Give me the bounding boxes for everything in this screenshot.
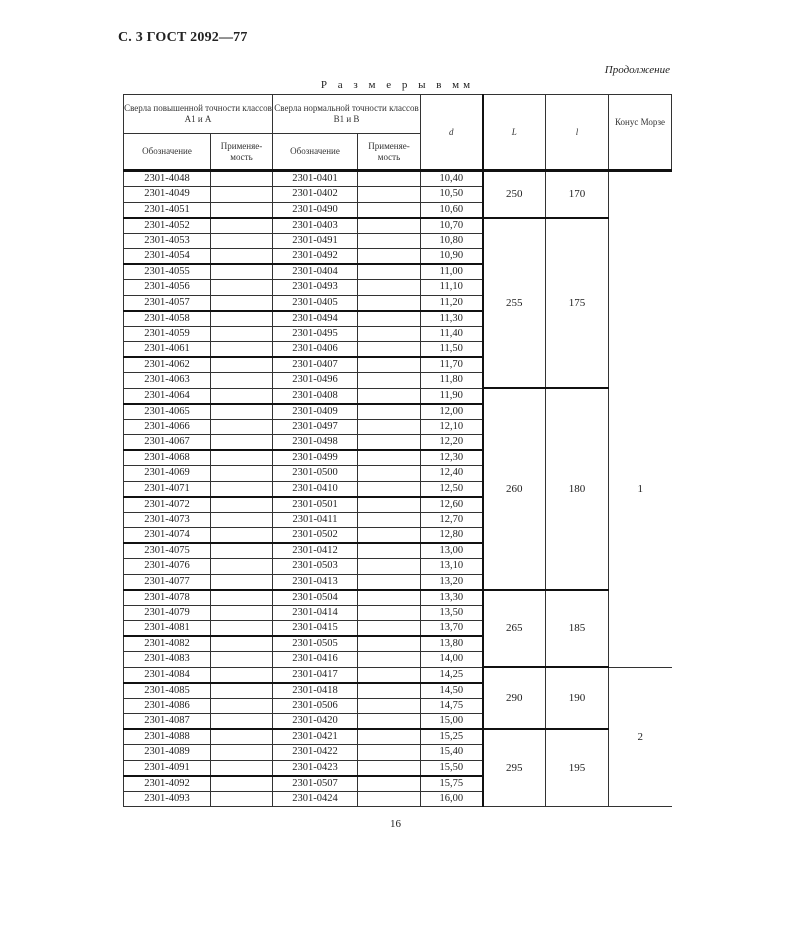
applicability-a (211, 667, 273, 683)
designation-a: 2301-4084 (124, 667, 211, 683)
designation-a: 2301-4071 (124, 481, 211, 497)
designation-b: 2301-0423 (273, 760, 358, 776)
applicability-a (211, 202, 273, 218)
diameter-d: 13,20 (421, 574, 483, 590)
applicability-a (211, 450, 273, 466)
designation-b: 2301-0490 (273, 202, 358, 218)
designation-a: 2301-4069 (124, 466, 211, 482)
diameter-d: 12,50 (421, 481, 483, 497)
applicability-b (358, 295, 421, 311)
designation-a: 2301-4091 (124, 760, 211, 776)
diameter-d: 13,50 (421, 605, 483, 621)
diameter-d: 14,25 (421, 667, 483, 683)
applicability-b (358, 652, 421, 668)
table-body (124, 171, 672, 807)
designation-b: 2301-0500 (273, 466, 358, 482)
designation-a: 2301-4048 (124, 171, 211, 187)
applicability-b (358, 729, 421, 745)
header-morse-cone: Конус Морзе (609, 95, 672, 171)
diameter-d: 11,10 (421, 280, 483, 296)
designation-b: 2301-0414 (273, 605, 358, 621)
length-L: 250 (483, 171, 546, 218)
applicability-a (211, 528, 273, 544)
designation-b: 2301-0408 (273, 388, 358, 404)
applicability-a (211, 264, 273, 280)
applicability-b (358, 326, 421, 342)
diameter-d: 11,40 (421, 326, 483, 342)
applicability-a (211, 419, 273, 435)
applicability-b (358, 574, 421, 590)
diameter-d: 10,90 (421, 249, 483, 265)
designation-a: 2301-4079 (124, 605, 211, 621)
applicability-b (358, 342, 421, 358)
applicability-b (358, 187, 421, 203)
continuation-label: Продолжение (604, 64, 670, 76)
applicability-b (358, 497, 421, 513)
length-L: 255 (483, 218, 546, 389)
designation-b: 2301-0502 (273, 528, 358, 544)
designation-b: 2301-0421 (273, 729, 358, 745)
page-number: 16 (390, 818, 401, 830)
applicability-a (211, 295, 273, 311)
diameter-d: 13,80 (421, 636, 483, 652)
applicability-b (358, 202, 421, 218)
designation-a: 2301-4061 (124, 342, 211, 358)
applicability-b (358, 249, 421, 265)
diameter-d: 15,40 (421, 745, 483, 761)
table-row (124, 218, 672, 234)
applicability-a (211, 357, 273, 373)
applicability-b (358, 760, 421, 776)
designation-b: 2301-0413 (273, 574, 358, 590)
applicability-b (358, 636, 421, 652)
designation-a: 2301-4067 (124, 435, 211, 451)
designation-a: 2301-4093 (124, 791, 211, 807)
applicability-a (211, 388, 273, 404)
dimensions-caption: Р а з м е р ы в мм (320, 79, 475, 91)
applicability-a (211, 683, 273, 699)
diameter-d: 12,70 (421, 512, 483, 528)
designation-b: 2301-0403 (273, 218, 358, 234)
designation-a: 2301-4077 (124, 574, 211, 590)
diameter-d: 10,40 (421, 171, 483, 187)
applicability-a (211, 187, 273, 203)
applicability-b (358, 745, 421, 761)
applicability-b (358, 512, 421, 528)
designation-b: 2301-0406 (273, 342, 358, 358)
designation-b: 2301-0417 (273, 667, 358, 683)
diameter-d: 11,30 (421, 311, 483, 327)
designation-b: 2301-0424 (273, 791, 358, 807)
applicability-b (358, 218, 421, 234)
applicability-b (358, 559, 421, 575)
designation-a: 2301-4052 (124, 218, 211, 234)
applicability-a (211, 342, 273, 358)
designation-b: 2301-0501 (273, 497, 358, 513)
drill-spec-table (123, 94, 672, 807)
designation-a: 2301-4082 (124, 636, 211, 652)
table-row (124, 171, 672, 187)
applicability-a (211, 729, 273, 745)
designation-a: 2301-4086 (124, 698, 211, 714)
applicability-b (358, 450, 421, 466)
designation-b: 2301-0409 (273, 404, 358, 420)
applicability-b (358, 311, 421, 327)
designation-b: 2301-0498 (273, 435, 358, 451)
applicability-a (211, 745, 273, 761)
applicability-b (358, 373, 421, 389)
header-normal-precision: Сверла нормальной точности классов В1 и В (273, 95, 421, 134)
designation-b: 2301-0415 (273, 621, 358, 637)
designation-b: 2301-0496 (273, 373, 358, 389)
designation-b: 2301-0492 (273, 249, 358, 265)
designation-b: 2301-0495 (273, 326, 358, 342)
designation-a: 2301-4066 (124, 419, 211, 435)
applicability-a (211, 218, 273, 234)
applicability-b (358, 388, 421, 404)
designation-b: 2301-0401 (273, 171, 358, 187)
length-l: 170 (546, 171, 609, 218)
diameter-d: 15,25 (421, 729, 483, 745)
designation-b: 2301-0420 (273, 714, 358, 730)
designation-a: 2301-4059 (124, 326, 211, 342)
header-d: d (421, 95, 483, 171)
applicability-a (211, 776, 273, 792)
applicability-a (211, 512, 273, 528)
applicability-a (211, 404, 273, 420)
designation-a: 2301-4073 (124, 512, 211, 528)
diameter-d: 15,50 (421, 760, 483, 776)
designation-a: 2301-4089 (124, 745, 211, 761)
diameter-d: 11,50 (421, 342, 483, 358)
diameter-d: 15,75 (421, 776, 483, 792)
designation-b: 2301-0497 (273, 419, 358, 435)
diameter-d: 14,75 (421, 698, 483, 714)
designation-a: 2301-4074 (124, 528, 211, 544)
table-row (124, 590, 672, 606)
applicability-a (211, 233, 273, 249)
applicability-b (358, 791, 421, 807)
diameter-d: 12,10 (421, 419, 483, 435)
designation-b: 2301-0418 (273, 683, 358, 699)
table-row (124, 667, 672, 683)
applicability-b (358, 233, 421, 249)
designation-b: 2301-0505 (273, 636, 358, 652)
applicability-a (211, 543, 273, 559)
header-l: l (546, 95, 609, 171)
diameter-d: 13,10 (421, 559, 483, 575)
diameter-d: 14,00 (421, 652, 483, 668)
diameter-d: 10,60 (421, 202, 483, 218)
header-applicability-b: Применяе-мость (358, 134, 421, 171)
designation-b: 2301-0499 (273, 450, 358, 466)
diameter-d: 11,90 (421, 388, 483, 404)
header-applicability-a: Применяе-мость (211, 134, 273, 171)
designation-b: 2301-0404 (273, 264, 358, 280)
diameter-d: 14,50 (421, 683, 483, 699)
designation-a: 2301-4057 (124, 295, 211, 311)
designation-a: 2301-4053 (124, 233, 211, 249)
designation-a: 2301-4088 (124, 729, 211, 745)
applicability-b (358, 698, 421, 714)
diameter-d: 11,80 (421, 373, 483, 389)
length-l: 175 (546, 218, 609, 389)
applicability-b (358, 621, 421, 637)
applicability-a (211, 435, 273, 451)
diameter-d: 13,70 (421, 621, 483, 637)
diameter-d: 10,50 (421, 187, 483, 203)
designation-a: 2301-4087 (124, 714, 211, 730)
designation-a: 2301-4078 (124, 590, 211, 606)
applicability-a (211, 326, 273, 342)
applicability-b (358, 590, 421, 606)
designation-b: 2301-0491 (273, 233, 358, 249)
applicability-a (211, 698, 273, 714)
designation-b: 2301-0504 (273, 590, 358, 606)
designation-b: 2301-0503 (273, 559, 358, 575)
applicability-a (211, 590, 273, 606)
diameter-d: 12,30 (421, 450, 483, 466)
applicability-b (358, 171, 421, 187)
diameter-d: 11,20 (421, 295, 483, 311)
diameter-d: 13,00 (421, 543, 483, 559)
designation-a: 2301-4075 (124, 543, 211, 559)
designation-b: 2301-0507 (273, 776, 358, 792)
applicability-b (358, 419, 421, 435)
diameter-d: 12,80 (421, 528, 483, 544)
designation-b: 2301-0506 (273, 698, 358, 714)
applicability-b (358, 280, 421, 296)
designation-a: 2301-4056 (124, 280, 211, 296)
length-L: 295 (483, 729, 546, 807)
applicability-a (211, 171, 273, 187)
applicability-a (211, 497, 273, 513)
applicability-a (211, 621, 273, 637)
document-header: С. 3 ГОСТ 2092—77 (118, 30, 248, 45)
applicability-a (211, 559, 273, 575)
header-L: L (483, 95, 546, 171)
morse-cone: 1 (609, 171, 672, 668)
designation-b: 2301-0494 (273, 311, 358, 327)
length-L: 290 (483, 667, 546, 729)
applicability-b (358, 714, 421, 730)
applicability-b (358, 481, 421, 497)
designation-a: 2301-4055 (124, 264, 211, 280)
diameter-d: 12,60 (421, 497, 483, 513)
length-l: 185 (546, 590, 609, 668)
designation-a: 2301-4092 (124, 776, 211, 792)
applicability-a (211, 466, 273, 482)
designation-a: 2301-4085 (124, 683, 211, 699)
header-designation-b: Обозначение (273, 134, 358, 171)
diameter-d: 11,70 (421, 357, 483, 373)
applicability-a (211, 373, 273, 389)
applicability-b (358, 404, 421, 420)
applicability-a (211, 574, 273, 590)
designation-a: 2301-4081 (124, 621, 211, 637)
length-l: 195 (546, 729, 609, 807)
designation-a: 2301-4063 (124, 373, 211, 389)
length-L: 265 (483, 590, 546, 668)
designation-b: 2301-0402 (273, 187, 358, 203)
applicability-a (211, 652, 273, 668)
diameter-d: 10,70 (421, 218, 483, 234)
applicability-a (211, 311, 273, 327)
designation-a: 2301-4054 (124, 249, 211, 265)
designation-b: 2301-0412 (273, 543, 358, 559)
applicability-b (358, 435, 421, 451)
designation-a: 2301-4049 (124, 187, 211, 203)
designation-b: 2301-0422 (273, 745, 358, 761)
diameter-d: 16,00 (421, 791, 483, 807)
morse-cone: 2 (609, 667, 672, 807)
applicability-a (211, 636, 273, 652)
applicability-b (358, 543, 421, 559)
header-designation-a: Обозначение (124, 134, 211, 171)
designation-b: 2301-0407 (273, 357, 358, 373)
diameter-d: 10,80 (421, 233, 483, 249)
designation-a: 2301-4076 (124, 559, 211, 575)
applicability-a (211, 605, 273, 621)
applicability-b (358, 466, 421, 482)
applicability-b (358, 605, 421, 621)
designation-b: 2301-0416 (273, 652, 358, 668)
applicability-a (211, 760, 273, 776)
diameter-d: 12,40 (421, 466, 483, 482)
designation-a: 2301-4064 (124, 388, 211, 404)
length-l: 180 (546, 388, 609, 590)
designation-b: 2301-0410 (273, 481, 358, 497)
designation-b: 2301-0405 (273, 295, 358, 311)
table-row (124, 729, 672, 745)
designation-a: 2301-4051 (124, 202, 211, 218)
diameter-d: 11,00 (421, 264, 483, 280)
length-L: 260 (483, 388, 546, 590)
designation-a: 2301-4083 (124, 652, 211, 668)
diameter-d: 15,00 (421, 714, 483, 730)
applicability-b (358, 667, 421, 683)
designation-a: 2301-4062 (124, 357, 211, 373)
diameter-d: 12,20 (421, 435, 483, 451)
designation-a: 2301-4065 (124, 404, 211, 420)
designation-a: 2301-4072 (124, 497, 211, 513)
applicability-b (358, 528, 421, 544)
applicability-b (358, 776, 421, 792)
applicability-a (211, 791, 273, 807)
diameter-d: 13,30 (421, 590, 483, 606)
applicability-b (358, 264, 421, 280)
applicability-a (211, 714, 273, 730)
applicability-a (211, 249, 273, 265)
applicability-a (211, 280, 273, 296)
table-row (124, 388, 672, 404)
designation-b: 2301-0493 (273, 280, 358, 296)
applicability-a (211, 481, 273, 497)
diameter-d: 12,00 (421, 404, 483, 420)
applicability-b (358, 683, 421, 699)
designation-b: 2301-0411 (273, 512, 358, 528)
length-l: 190 (546, 667, 609, 729)
designation-a: 2301-4068 (124, 450, 211, 466)
applicability-b (358, 357, 421, 373)
header-high-precision: Сверла повышенной точности классов А1 и А (124, 95, 273, 134)
designation-a: 2301-4058 (124, 311, 211, 327)
